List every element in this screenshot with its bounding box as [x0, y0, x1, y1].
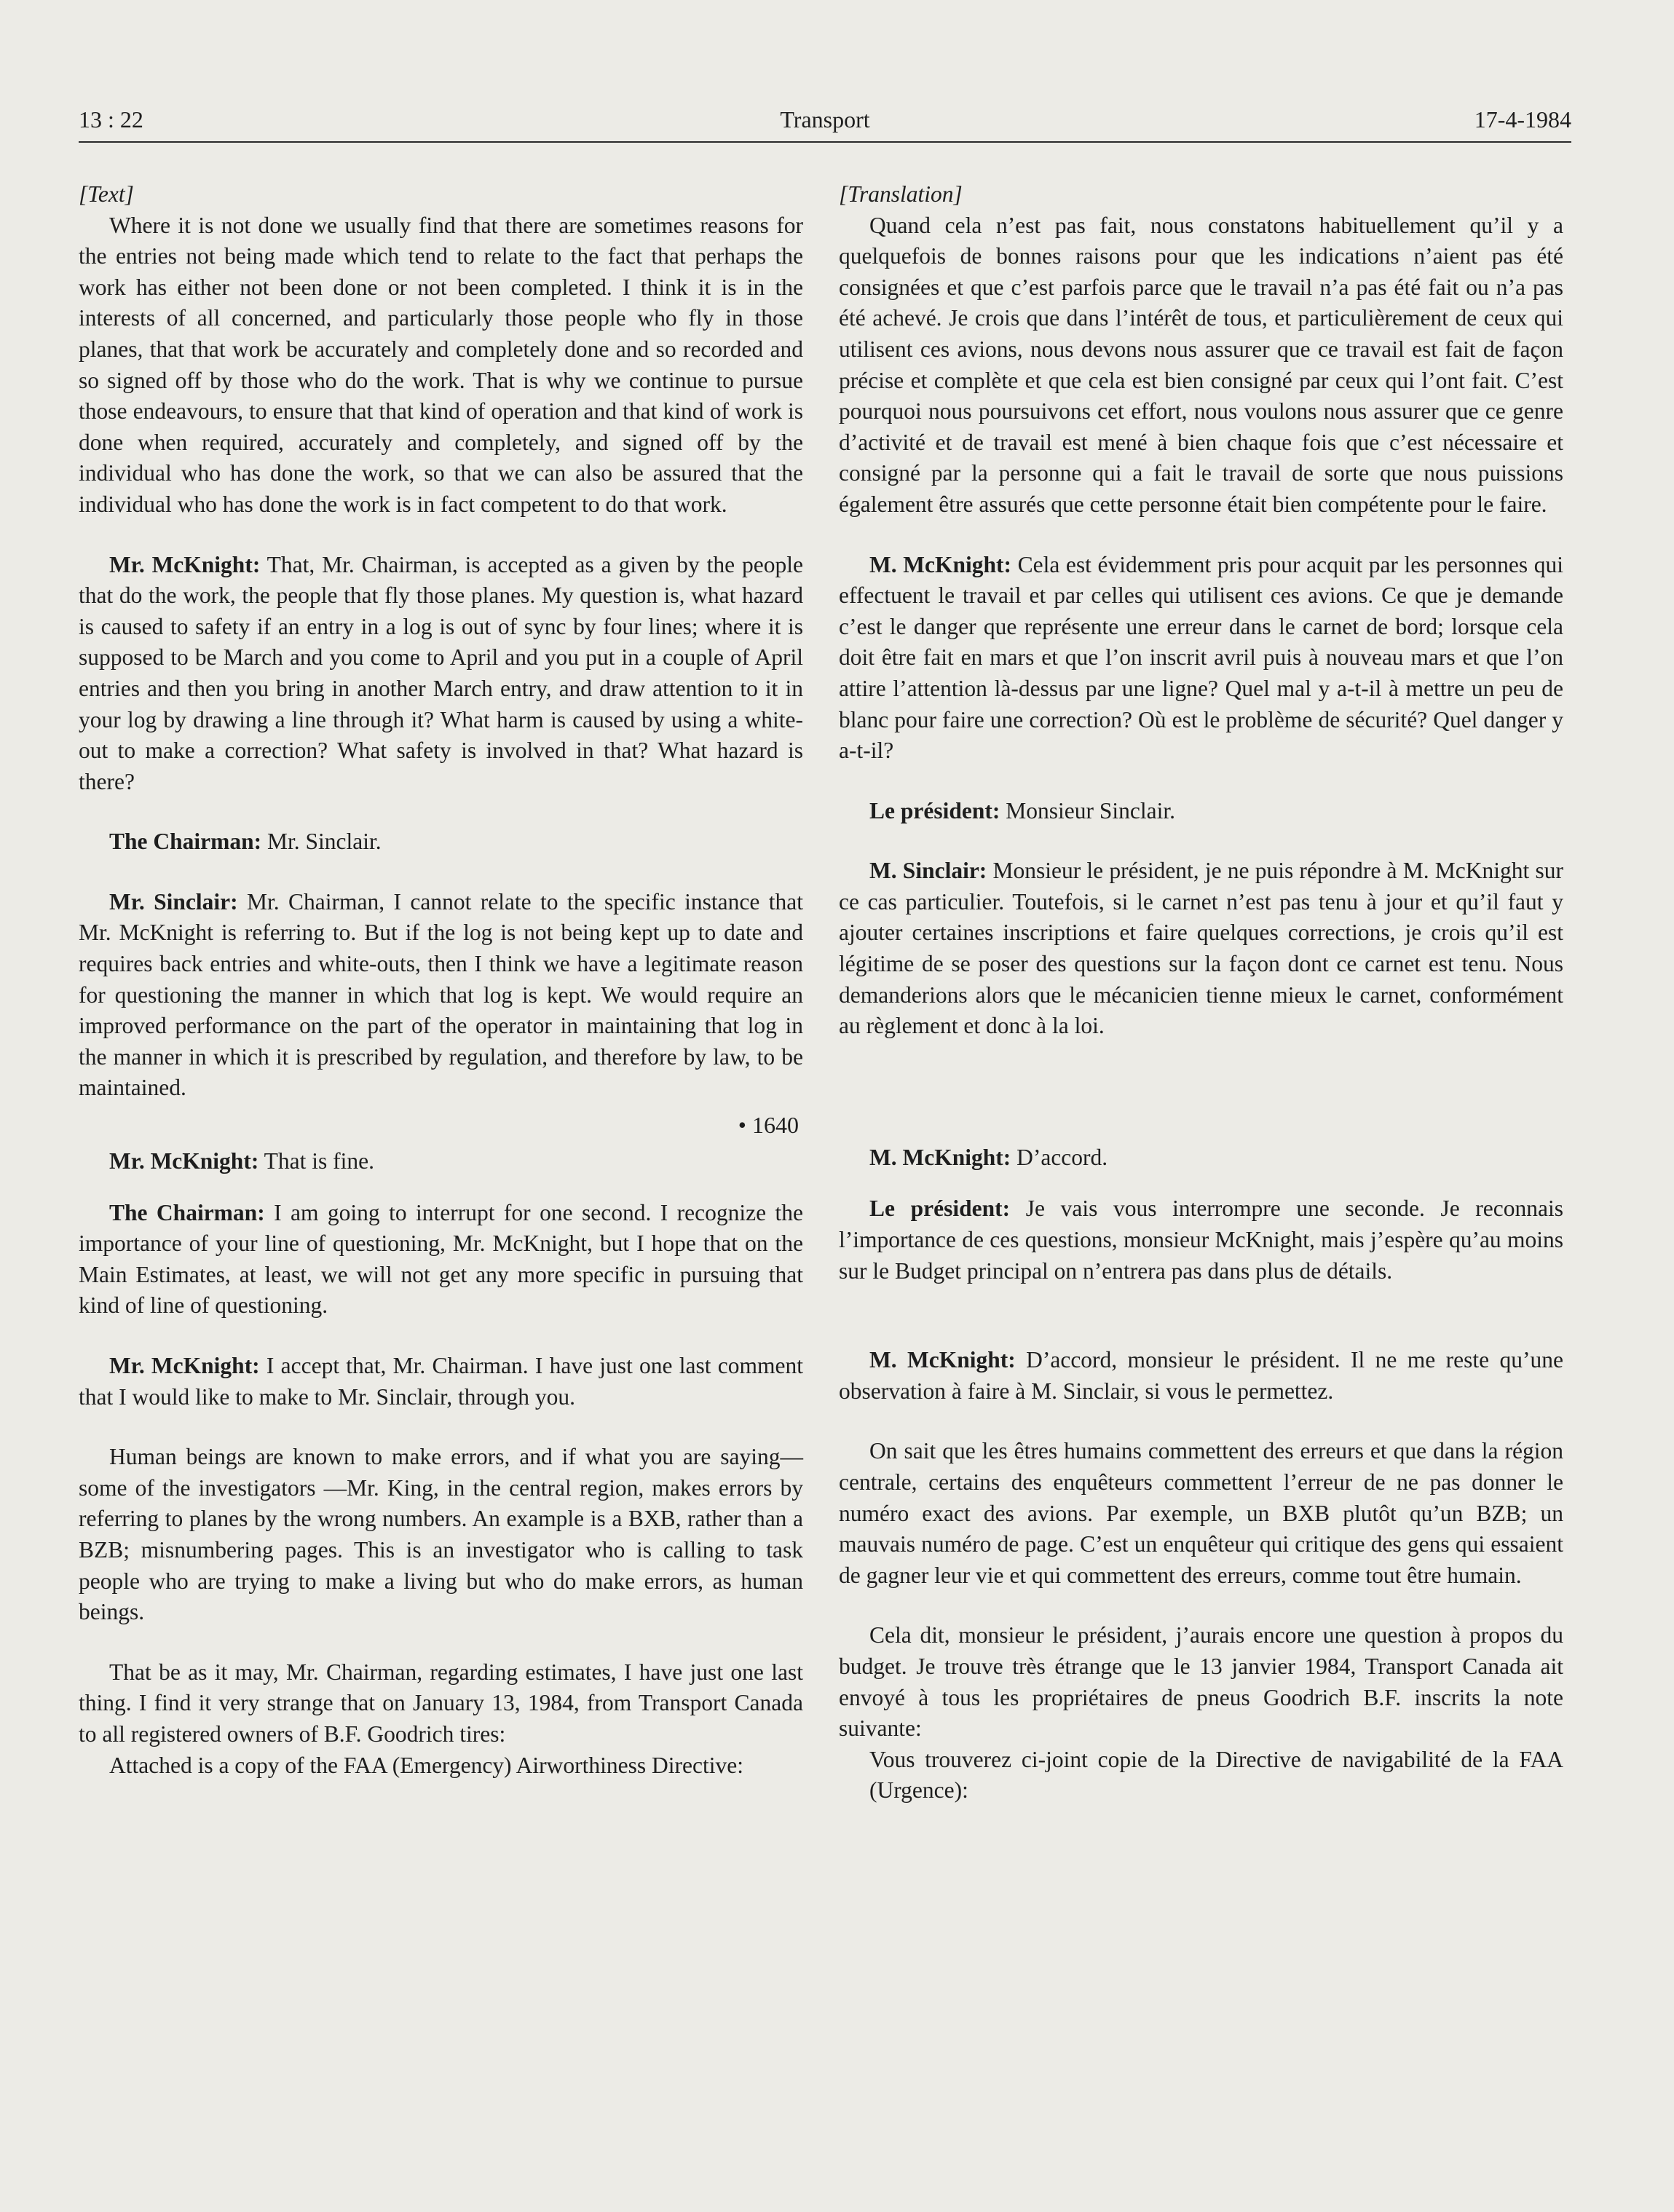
paragraph: M. McKnight: Cela est évidemment pris pour acquit par les personnes qui effectuent le travail et par celles qui utilisent ces avions. Ce que je demande c’est le danger que représente une erreur dans le carnet de bord; lorsque cela doit être fait en mars et que l’on inscrit avril puis à nouveau mars et que l’on attire l’attention là-dessus par une ligne? Quel mal y a-t-il à mettre un peu de blanc pour faire une correction? Où est le problème de sécurité? Quel danger y a-t-il?	[839, 551, 1563, 764]
page-date: 17-4-1984	[1474, 106, 1571, 133]
quoted-directive: Vous trouverez ci-joint copie de la Directive de navigabilité de la FAA (Urgence):	[869, 1746, 1563, 1804]
speaker-name: Le président:	[869, 1196, 1011, 1222]
quoted-directive: Attached is a copy of the FAA (Emergency) Airworthiness Directive:	[109, 1752, 743, 1778]
speaker-name: The Chairman:	[109, 829, 262, 855]
paragraph: Mr. Sinclair: Mr. Chairman, I cannot relate to the specific instance that Mr. McKnight is referring to. But if the log is not being kept up to date and requires back entries and white-outs, then I think we have a legitimate reason for questioning the manner in which that log is kept. We would require an improved performance on the part of the operator in maintaining that log in the manner in which it is prescribed by regulation, and therefore by law, to be maintained.	[79, 888, 803, 1101]
speaker-name: M. Sinclair:	[869, 858, 987, 884]
paragraph: Le président: Monsieur Sinclair.	[869, 797, 1175, 823]
speaker-name: M. McKnight:	[869, 551, 1011, 577]
paragraph: The Chairman: I am going to interrupt for one second. I recognize the importance of your line of questioning, Mr. McKnight, but I hope that on the Main Estimates, at least, we will not get any more specific in pursuing that kind of line of questioning.	[79, 1199, 803, 1319]
paragraph: Where it is not done we usually find that there are sometimes reasons for the entries not being made which tend to relate to the fact that perhaps the work has either not been done or not been completed. I think it is in the interests of all concerned, and particularly those people who fly in those planes, that that work be accurately and completely done and so recorded and so signed off by those who do the work. That is why we continue to pursue those endeavours, to ensure that that kind of operation and that kind of work is done when required, accurately and completely, and signed off by the individual who has done the work, so that we can also be assured that the individual who has done the work is in fact competent to do that work.	[79, 212, 803, 517]
speaker-name: Mr. McKnight:	[109, 551, 261, 577]
paragraph: That be as it may, Mr. Chairman, regarding estimates, I have just one last thing. I find it very strange that on January 13, 1984, from Transport Canada to all registered owners of B.F. Goodrich tires:	[79, 1659, 803, 1747]
paragraph: Le président: Je vais vous interrompre une seconde. Je reconnais l’importance de ces questions, monsieur McKnight, mais j’espère qu’au moins sur le Budget principal on n’entrera pas dans plus de détails.	[839, 1196, 1563, 1284]
french-column	[839, 179, 1563, 1806]
text-label: [Text]	[79, 181, 134, 207]
paragraph: Human beings are known to make errors, and if what you are saying—some of the investigators —Mr. King, in the central region, makes errors by referring to planes by the wrong numbers. An example is a BXB, rather than a BZB; misnumbering pages. This is an investigator who is calling to task people who are trying to make a living but who do make errors, as human beings.	[79, 1444, 803, 1625]
speaker-name: Le président:	[869, 797, 1000, 823]
paragraph: M. Sinclair: Monsieur le président, je ne puis répondre à M. McKnight sur ce cas particulier. Toutefois, si le carnet n’est pas tenu à jour et qu’il faut y ajouter certaines inscriptions et faire quelques corrections, je crois qu’il est légitime de se poser des questions sur la façon dont ce carnet est tenu. Nous demanderions alors que le mécanicien tienne mieux le carnet, conformément au règlement et donc à la loi.	[839, 858, 1563, 1039]
paragraph: Quand cela n’est pas fait, nous constatons habituellement qu’il y a quelquefois de bonnes raisons pour que les indications n’aient pas été consignées et que c’est parfois parce que le travail n’a pas été fait ou n’a pas été achevé. Je crois que dans l’intérêt de tous, et particulièrement de ceux qui utilisent ces avions, nous devons nous assurer que ce travail est fait de façon précise et complète et que cela est bien consigné par ceux qui l’ont fait. C’est pourquoi nous poursuivons cet effort, nous voulons nous assurer que ce genre d’activité et de travail est mené à bien chaque fois que c’est nécessaire et consigné par la personne qui a fait le travail de sorte que nous puissions également être assurés que cette personne était bien compétente pour le faire.	[839, 212, 1563, 517]
paragraph: On sait que les êtres humains commettent des erreurs et que dans la région centrale, certains des enquêteurs commettent l’erreur de ne pas donner le numéro exact des avions. Par exemple, un BXB plutôt qu’un BZB; un mauvais numéro de page. C’est un enquêteur qui critique des gens qui essaient de gagner leur vie et qui commettent des erreurs, comme tout être humain.	[839, 1438, 1563, 1588]
speaker-name: Mr. McKnight:	[109, 1353, 260, 1378]
paragraph: Mr. McKnight: That, Mr. Chairman, is accepted as a given by the people that do the work, the people that fly those planes. My question is, what hazard is caused to safety if an entry in a log is out of sync by four lines; where it is supposed to be March and you come to April and you put in a couple of April entries and then you bring in another March entry, and draw attention to it in your log by drawing a line through it? What harm is caused by using a white-out to make a correction? What safety is involved in that? What hazard is there?	[79, 551, 803, 794]
speaker-name: M. McKnight:	[869, 1347, 1016, 1373]
paragraph: M. McKnight: D’accord, monsieur le président. Il ne me reste qu’une observation à faire à M. Sinclair, si vous le permettez.	[839, 1347, 1563, 1404]
time-marker: • 1640	[738, 1112, 799, 1139]
speaker-name: M. McKnight:	[869, 1144, 1011, 1170]
page-reference: 13 : 22	[79, 106, 143, 133]
speaker-name: Mr. McKnight:	[109, 1148, 259, 1174]
translation-label: [Translation]	[839, 181, 963, 207]
english-column	[79, 179, 803, 1781]
page-header	[79, 106, 1571, 143]
paragraph: M. McKnight: D’accord.	[869, 1144, 1108, 1170]
paragraph: Mr. McKnight: I accept that, Mr. Chairman. I have just one last comment that I would like to make to Mr. Sinclair, through you.	[79, 1353, 803, 1410]
paragraph: Cela dit, monsieur le président, j’aurais encore une question à propos du budget. Je trouve très étrange que le 13 janvier 1984, Transport Canada ait envoyé à tous les propriétaires de pneus Goodrich B.F. inscrits la note suivante:	[839, 1622, 1563, 1742]
paragraph: The Chairman: Mr. Sinclair.	[109, 829, 382, 855]
speaker-name: The Chairman:	[109, 1199, 265, 1225]
paragraph: Mr. McKnight: That is fine.	[109, 1148, 374, 1174]
speaker-name: Mr. Sinclair:	[109, 888, 238, 915]
page-title: Transport	[780, 106, 870, 133]
